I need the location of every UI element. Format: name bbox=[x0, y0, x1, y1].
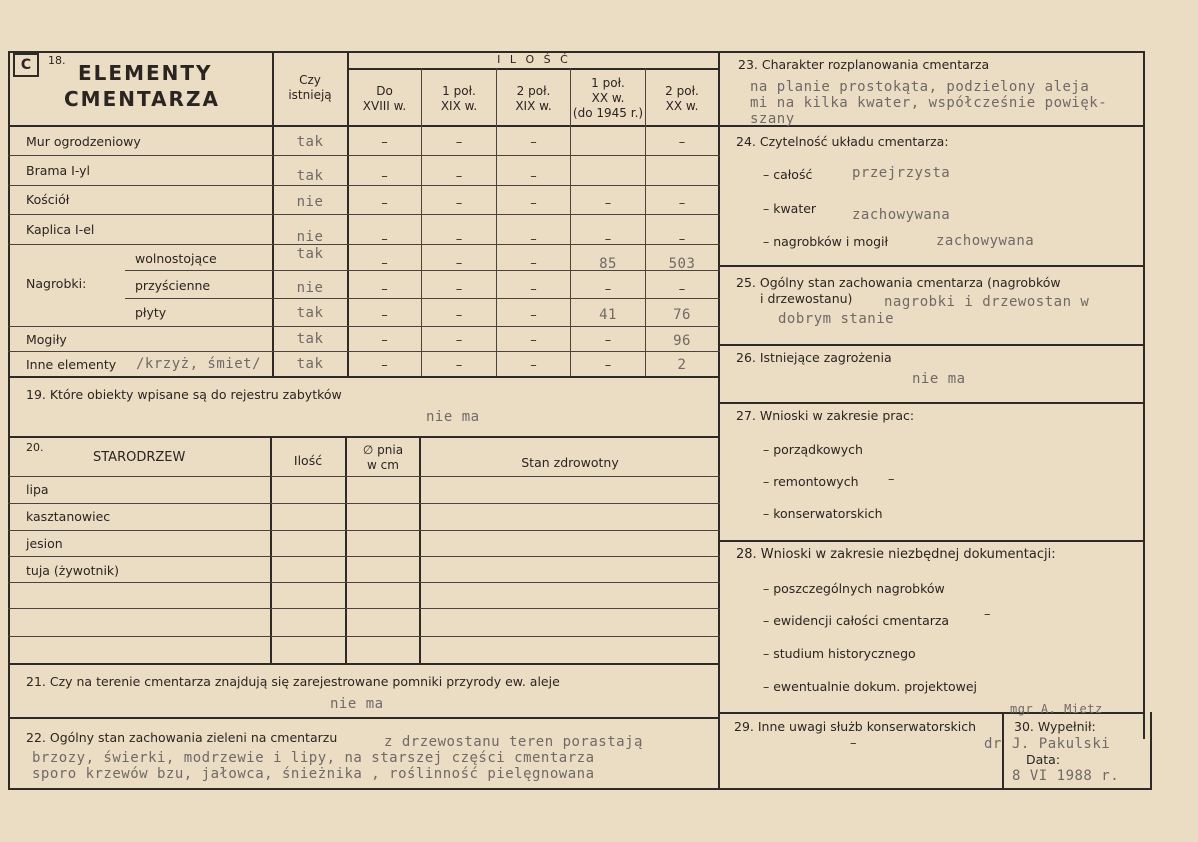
cell: 85 bbox=[599, 256, 617, 272]
s29-signature: mgr A. Mietz bbox=[1010, 702, 1103, 716]
cell: – bbox=[455, 333, 463, 348]
col-header-4: 1 poł. XX w. (do 1945 r.) bbox=[572, 76, 644, 120]
s23-value-1: na planie prostokąta, podzielony aleja bbox=[750, 79, 1090, 95]
cell: – bbox=[381, 196, 388, 211]
cell: – bbox=[455, 308, 463, 323]
s26-value: nie ma bbox=[912, 371, 966, 387]
cell: – bbox=[530, 196, 537, 211]
s24-value-kwater: zachowywana bbox=[852, 207, 951, 223]
cell: – bbox=[381, 308, 388, 323]
row-label-kaplica: Kaplica I-el bbox=[26, 222, 95, 237]
s24-value-nagrobkow: zachowywana bbox=[936, 233, 1035, 249]
s20-stan-header: Stan zdrowotny bbox=[521, 455, 619, 470]
cell: – bbox=[381, 333, 388, 348]
s21-label: 21. Czy na terenie cmentarza znajdują się zarejestrowane pomniki przyrody ew. aleje bbox=[26, 674, 560, 689]
cell: – bbox=[678, 135, 686, 150]
s28-item-2: – ewidencji całości cmentarza bbox=[763, 613, 950, 628]
cell: 96 bbox=[673, 333, 691, 349]
tree-kasztanowiec: kasztanowiec bbox=[26, 509, 111, 524]
s27-item-porzadkowych: – porządkowych bbox=[763, 442, 863, 457]
cell: – bbox=[455, 282, 463, 297]
cell: 41 bbox=[599, 307, 617, 323]
s22-label: 22. Ogólny stan zachowania zieleni na cmentarzu bbox=[26, 730, 338, 745]
row-label-mur: Mur ogrodzeniowy bbox=[26, 134, 141, 149]
s24-value-calosc: przejrzysta bbox=[852, 165, 951, 181]
s24-item-nagrobkow: – nagrobków i mogił bbox=[763, 234, 889, 249]
czy-mogily: tak bbox=[296, 331, 324, 347]
czy-inne: tak bbox=[296, 356, 324, 372]
row-label-mogily: Mogiły bbox=[26, 332, 67, 347]
cell: – bbox=[455, 358, 463, 373]
s28-item-1: – poszczególnych nagrobków bbox=[763, 581, 945, 596]
s25-value-2: dobrym stanie bbox=[778, 311, 895, 327]
s20-ilosc-header: Ilość bbox=[293, 453, 323, 468]
inne-extra-value: /krzyż, śmiet/ bbox=[136, 356, 262, 372]
tree-jesion: jesion bbox=[26, 536, 63, 551]
czy-wolno: tak bbox=[296, 246, 324, 262]
row-label-wolno: wolnostojące bbox=[135, 251, 217, 266]
row-label-kosciol: Kościół bbox=[26, 192, 70, 207]
s30-date-label: Data: bbox=[1026, 752, 1061, 767]
cell: – bbox=[455, 135, 463, 150]
col-header-3: 2 poł. XIX w. bbox=[515, 84, 552, 113]
s25-value-1: nagrobki i drzewostan w bbox=[884, 294, 1090, 310]
cell: – bbox=[604, 196, 612, 211]
cell: 503 bbox=[668, 256, 696, 272]
s27-remontowych-value: – bbox=[888, 472, 895, 487]
cell: – bbox=[530, 282, 537, 297]
s28-item-2-value: – bbox=[984, 607, 991, 622]
s25-label-1: 25. Ogólny stan zachowania cmentarza (nagrobków bbox=[736, 275, 1061, 290]
col-header-5: 2 poł. XX w. bbox=[665, 84, 699, 113]
s28-label: 28. Wnioski w zakresie niezbędnej dokumentacji: bbox=[736, 547, 1056, 562]
row-label-przy: przyścienne bbox=[135, 278, 211, 293]
cell: 2 bbox=[677, 357, 687, 373]
section-title-line1: ELEMENTY bbox=[78, 61, 213, 85]
cell: – bbox=[381, 282, 388, 297]
section-badge: C bbox=[13, 53, 39, 77]
s30-date: 8 VI 1988 r. bbox=[1012, 768, 1120, 784]
s27-item-konserwatorskich: – konserwatorskich bbox=[763, 506, 883, 521]
s23-label: 23. Charakter rozplanowania cmentarza bbox=[738, 57, 990, 72]
cell: – bbox=[381, 232, 388, 247]
cell: – bbox=[381, 169, 388, 184]
czy-header: Czy istnieją bbox=[288, 73, 332, 102]
s20-number: 20. bbox=[26, 441, 44, 454]
cell: – bbox=[455, 256, 463, 271]
s24-item-kwater: – kwater bbox=[763, 201, 817, 216]
cell: – bbox=[530, 333, 537, 348]
row-label-plyty: płyty bbox=[135, 305, 167, 320]
cell: – bbox=[530, 358, 537, 373]
czy-przy: nie bbox=[296, 280, 324, 296]
cell: – bbox=[678, 232, 686, 247]
cell: – bbox=[530, 308, 537, 323]
s30-name: J. Pakulski bbox=[1012, 736, 1111, 752]
cell: – bbox=[455, 196, 463, 211]
s30-label: 30. Wypełnił: bbox=[1014, 719, 1096, 734]
ilosc-header: I L O Ś Ć bbox=[497, 53, 571, 66]
s25-label-2: i drzewostanu) bbox=[760, 291, 853, 306]
cell: – bbox=[604, 358, 612, 373]
s19-value: nie ma bbox=[426, 409, 480, 425]
czy-mur: tak bbox=[296, 134, 324, 150]
s19-label: 19. Które obiekty wpisane są do rejestru zabytków bbox=[26, 387, 342, 402]
s21-value: nie ma bbox=[330, 696, 384, 712]
row-label-nagrobki: Nagrobki: bbox=[26, 276, 87, 291]
s24-item-calosc: – całość bbox=[763, 167, 813, 182]
cell: – bbox=[530, 256, 537, 271]
s20-pien-header: ∅ pnia w cm bbox=[362, 443, 404, 472]
s28-item-3: – studium historycznego bbox=[763, 646, 916, 661]
s29-label: 29. Inne uwagi służb konserwatorskich bbox=[734, 719, 976, 734]
czy-brama: tak bbox=[296, 168, 324, 184]
cell: – bbox=[530, 135, 537, 150]
cell: – bbox=[381, 358, 388, 373]
s29-signature-2: dr bbox=[984, 736, 1002, 752]
s22-value-3: sporo krzewów bzu, jałowca, śnieżnika , roślinność pielęgnowana bbox=[32, 766, 595, 782]
czy-kaplica: nie bbox=[296, 229, 324, 245]
czy-kosciol: nie bbox=[296, 194, 324, 210]
cell: – bbox=[678, 282, 686, 297]
col-header-1: Do XVIII w. bbox=[362, 84, 407, 113]
cell: – bbox=[604, 232, 612, 247]
col-header-2: 1 poł. XIX w. bbox=[440, 84, 478, 113]
s27-label: 27. Wnioski w zakresie prac: bbox=[736, 408, 915, 423]
s29-value: – bbox=[850, 736, 857, 751]
s27-item-remontowych: – remontowych bbox=[763, 474, 859, 489]
cell: – bbox=[604, 333, 612, 348]
czy-plyty: tak bbox=[296, 305, 324, 321]
s23-value-3: szany bbox=[750, 111, 795, 127]
section-title-line2: CMENTARZA bbox=[64, 87, 220, 111]
cell: 76 bbox=[673, 307, 691, 323]
s28-item-4: – ewentualnie dokum. projektowej bbox=[763, 679, 978, 694]
cell: – bbox=[604, 282, 612, 297]
s22-value-2: brzozy, świerki, modrzewie i lipy, na starszej części cmentarza bbox=[32, 750, 595, 766]
s24-label: 24. Czytelność układu cmentarza: bbox=[736, 134, 949, 149]
s26-label: 26. Istniejące zagrożenia bbox=[736, 350, 892, 365]
cell: – bbox=[455, 232, 463, 247]
cell: – bbox=[530, 232, 537, 247]
tree-tuja: tuja (żywotnik) bbox=[26, 563, 120, 578]
tree-lipa: lipa bbox=[26, 482, 49, 497]
cell: – bbox=[455, 169, 463, 184]
cell: – bbox=[678, 196, 686, 211]
s22-value-1: z drzewostanu teren porastają bbox=[384, 734, 643, 750]
cell: – bbox=[381, 135, 388, 150]
s23-value-2: mi na kilka kwater, współcześnie powięk- bbox=[750, 95, 1108, 111]
s20-title: STARODRZEW bbox=[93, 450, 186, 465]
row-label-brama: Brama I-yl bbox=[26, 163, 91, 178]
section-number: 18. bbox=[48, 54, 66, 67]
row-label-inne: Inne elementy bbox=[26, 357, 117, 372]
cell: – bbox=[381, 256, 388, 271]
cell: – bbox=[530, 169, 537, 184]
